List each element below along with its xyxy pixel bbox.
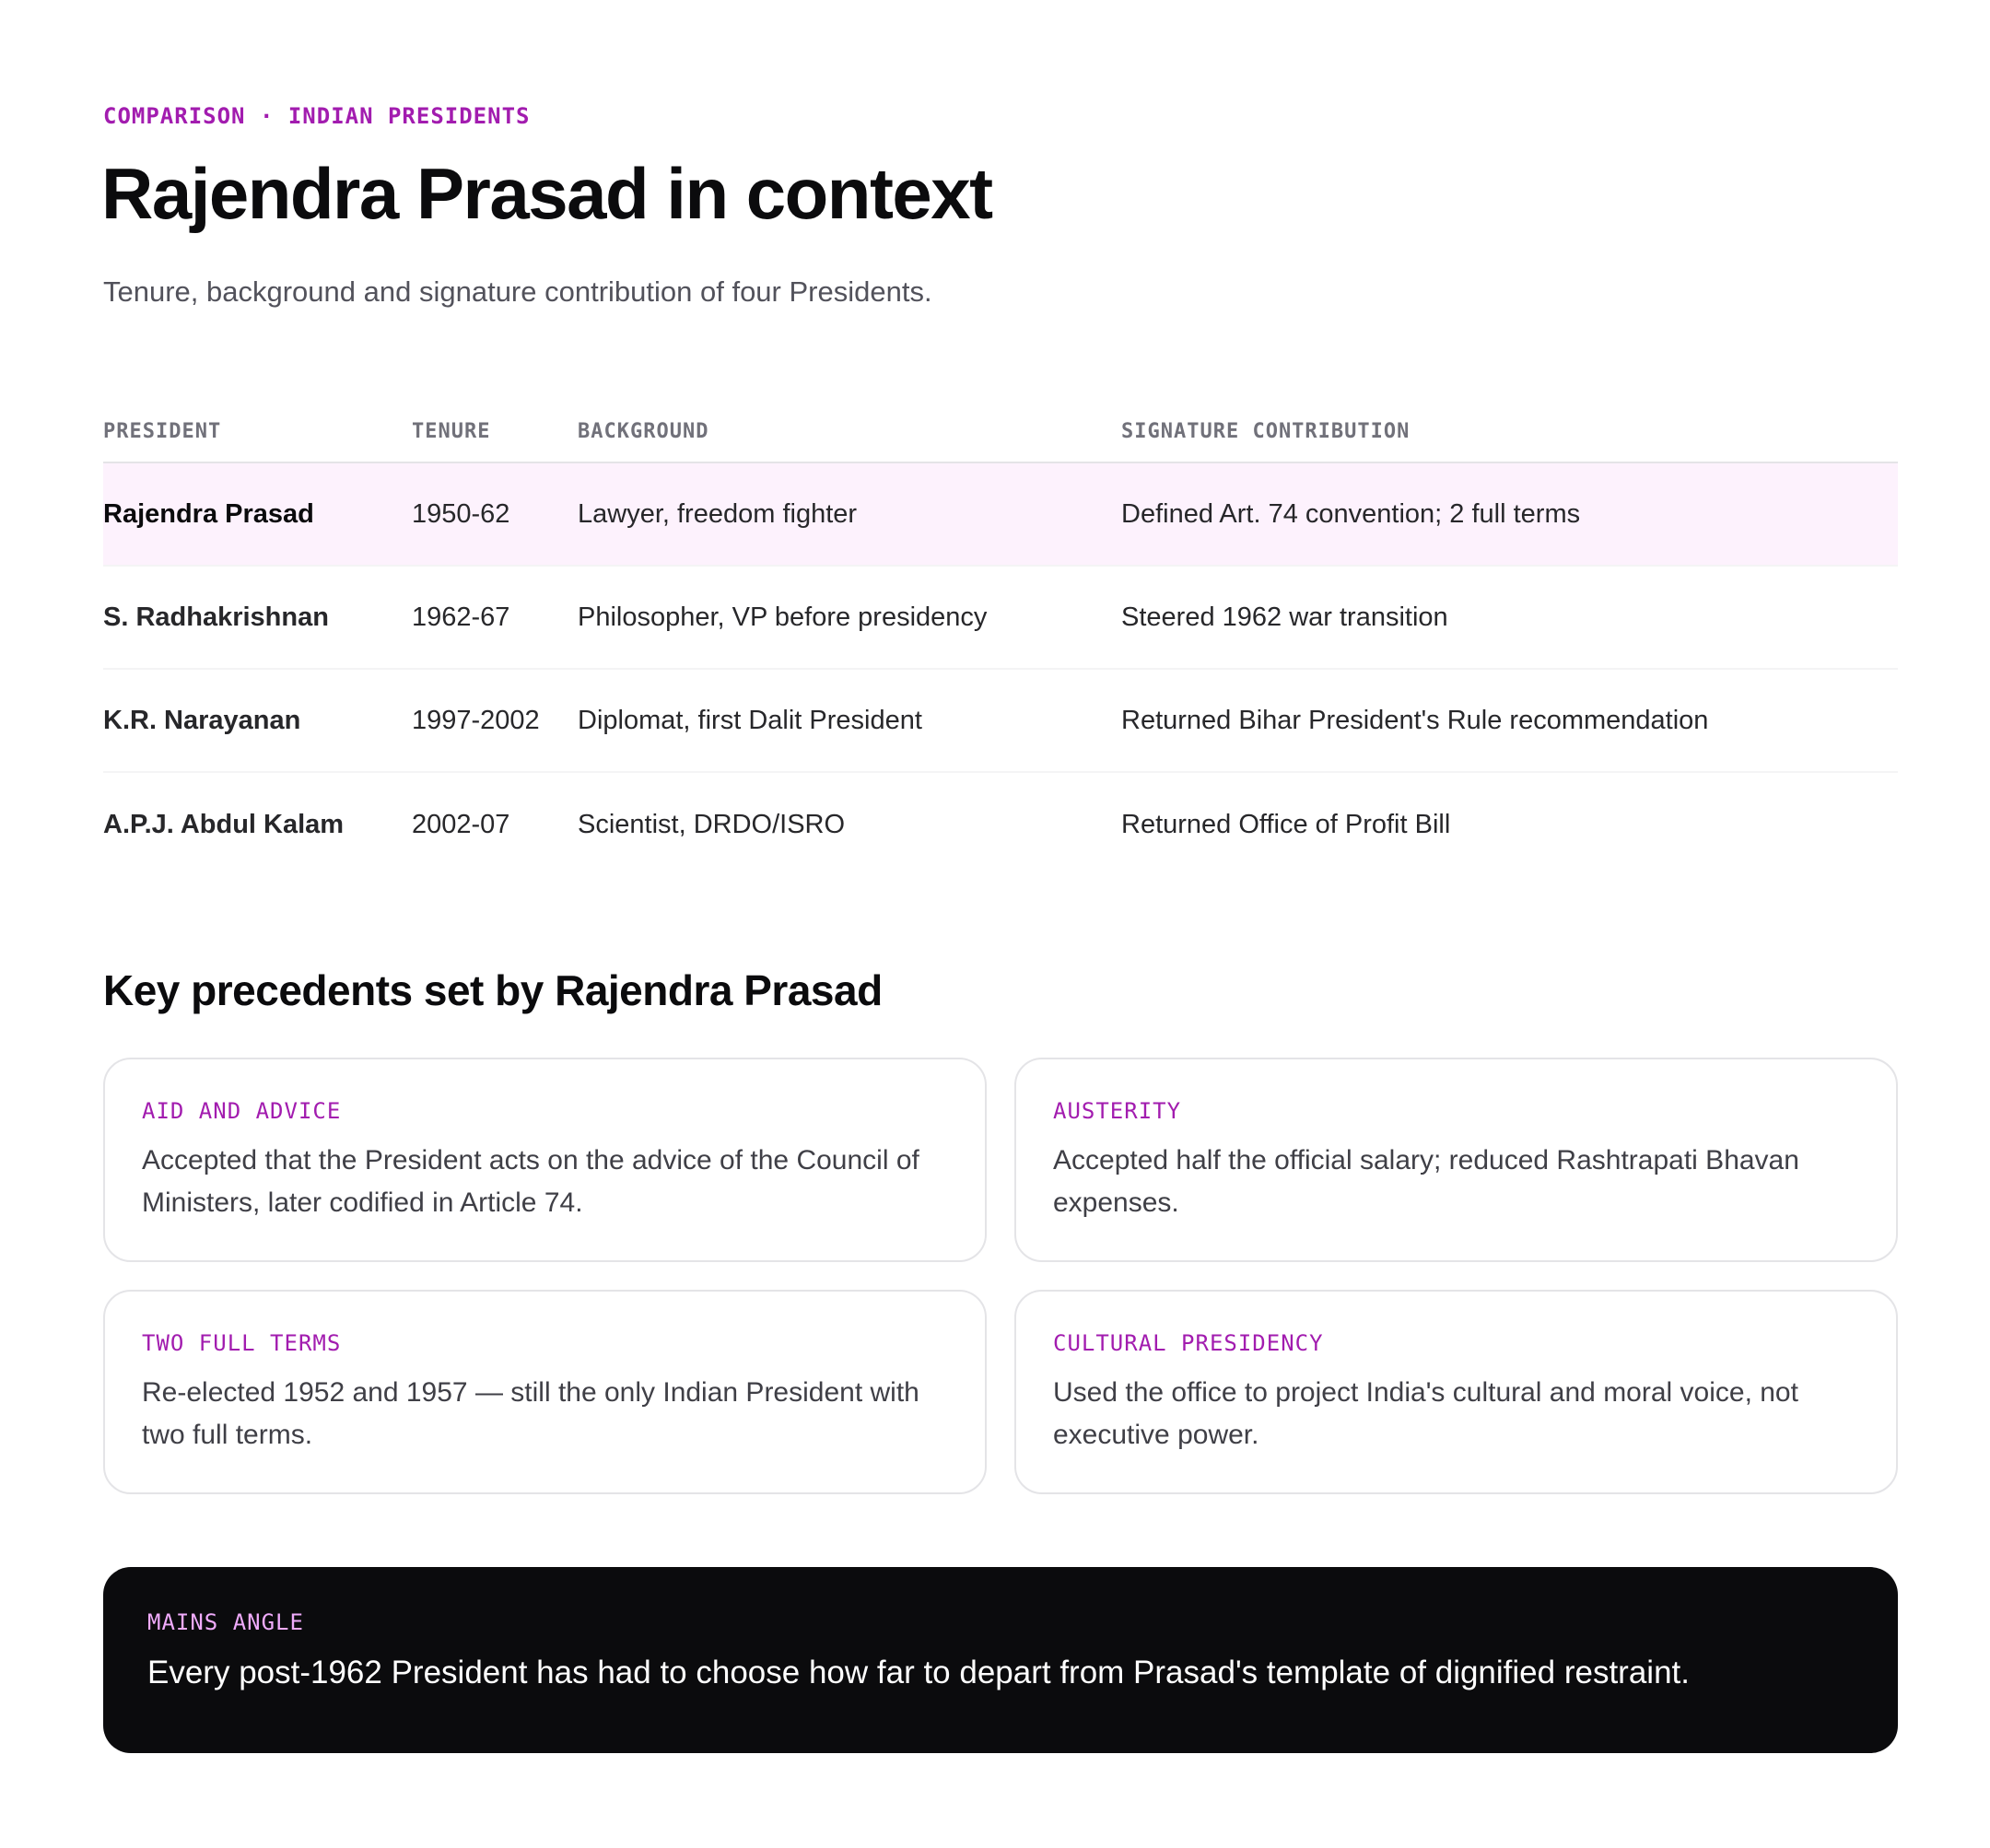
card-body: Re-elected 1952 and 1957 — still the only Indian President with two full terms. xyxy=(142,1376,919,1451)
cell-tenure: 2002-07 xyxy=(412,809,510,839)
table-row xyxy=(103,670,1898,773)
table-row xyxy=(103,463,1898,567)
cell-president: S. Radhakrishnan xyxy=(103,602,329,632)
cell-president: K.R. Narayanan xyxy=(103,705,301,735)
column-header-background: BACKGROUND xyxy=(578,419,709,443)
column-header-contribution: SIGNATURE CONTRIBUTION xyxy=(1121,419,1411,443)
card-label: CULTURAL PRESIDENCY xyxy=(1053,1330,1324,1356)
cell-tenure: 1950-62 xyxy=(412,498,510,529)
card-label: AID AND ADVICE xyxy=(142,1098,342,1124)
card-body: Used the office to project India's cultural and moral voice, not executive power. xyxy=(1053,1376,1798,1451)
precedent-card xyxy=(1014,1058,1898,1262)
page-subtitle: Tenure, background and signature contribution of four Presidents. xyxy=(103,275,932,308)
precedent-card xyxy=(1014,1290,1898,1494)
column-header-tenure: TENURE xyxy=(412,419,491,443)
cell-tenure: 1962-67 xyxy=(412,602,510,632)
cell-background: Lawyer, freedom fighter xyxy=(578,498,858,529)
cell-background: Scientist, DRDO/ISRO xyxy=(578,809,846,839)
card-body: Accepted half the official salary; reduced Rashtrapati Bhavan expenses. xyxy=(1053,1144,1799,1219)
section-heading: Key precedents set by Rajendra Prasad xyxy=(103,966,883,1014)
precedent-card xyxy=(103,1058,987,1262)
cell-background: Diplomat, first Dalit President xyxy=(578,705,922,735)
precedent-card xyxy=(103,1290,987,1494)
page-title: Rajendra Prasad in context xyxy=(101,153,992,234)
callout-text: Every post-1962 President has had to choose how far to depart from Prasad's template of dignified restraint. xyxy=(147,1655,1690,1690)
card-body: Accepted that the President acts on the advice of the Council of Ministers, later codified in Article 74. xyxy=(142,1144,919,1219)
cell-tenure: 1997-2002 xyxy=(412,705,540,735)
precedent-cards xyxy=(103,1058,1898,1494)
table-row xyxy=(103,773,1898,876)
cell-contribution: Returned Bihar President's Rule recommendation xyxy=(1121,705,1709,735)
cell-contribution: Defined Art. 74 convention; 2 full terms xyxy=(1121,498,1581,529)
card-label: AUSTERITY xyxy=(1053,1098,1182,1124)
card-label: TWO FULL TERMS xyxy=(142,1330,342,1356)
column-header-president: PRESIDENT xyxy=(103,419,222,443)
eyebrow: COMPARISON · INDIAN PRESIDENTS xyxy=(103,103,531,129)
callout-label: MAINS ANGLE xyxy=(147,1609,304,1635)
cell-background: Philosopher, VP before presidency xyxy=(578,602,988,632)
comparison-table xyxy=(103,401,1898,876)
table-row xyxy=(103,567,1898,670)
cell-president: Rajendra Prasad xyxy=(103,498,314,529)
mains-angle-callout xyxy=(103,1567,1898,1753)
cell-contribution: Returned Office of Profit Bill xyxy=(1121,809,1451,839)
cell-contribution: Steered 1962 war transition xyxy=(1121,602,1448,632)
table-header xyxy=(103,401,1898,463)
cell-president: A.P.J. Abdul Kalam xyxy=(103,809,345,839)
